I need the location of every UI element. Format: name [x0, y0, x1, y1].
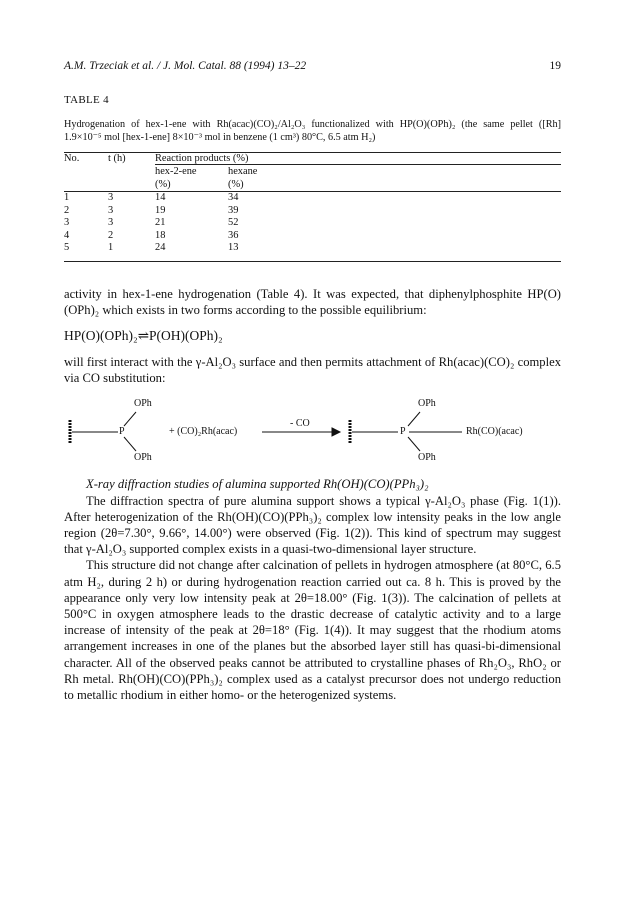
- subheader-hexane: hexane (%): [228, 165, 561, 192]
- table-label: TABLE 4: [64, 94, 109, 106]
- col-time-header: t (h): [108, 153, 155, 165]
- section-title: X-ray diffraction studies of alumina supported Rh(OH)(CO)(PPh₃)₂: [86, 477, 429, 492]
- table-row: 5 1 24 13: [64, 242, 239, 253]
- table-row: 2 3 19 39: [64, 204, 239, 216]
- oph-label: OPh: [134, 398, 152, 410]
- oph-label: OPh: [134, 452, 152, 464]
- arrow-label: - CO: [290, 418, 310, 430]
- bond-left-bottom: [124, 437, 136, 451]
- col-no-header: No.: [64, 153, 108, 165]
- reaction-scheme: [64, 394, 561, 470]
- results-table: [64, 152, 561, 262]
- bond-left-top: [124, 412, 136, 426]
- reagent-label: + (CO)₂Rh(acac): [169, 426, 238, 438]
- phosphorus-label: P: [119, 426, 125, 438]
- reaction-arrow-head: [332, 428, 340, 436]
- phosphorus-label: P: [400, 426, 406, 438]
- running-header: [64, 60, 561, 72]
- table-caption: Hydrogenation of hex-1-ene with Rh(acac)(CO)₂/Al₂O₃ functionalized with HP(O)(OPh)₂ (the same pellet ([Rh] 1.9×10⁻⁵ mol [hex-1-ene] 8×10⁻³ mol in benzene (1 cm³) 80°C, 6.5 atm H₂): [64, 119, 561, 143]
- paragraph-activity: activity in hex-1-ene hydrogenation (Table 4). It was expected, that diphenylphosphite HP(O)(OPh)₂ which exists in two forms according to the possible equilibrium:: [64, 286, 561, 317]
- oph-label: OPh: [418, 398, 436, 410]
- oph-label: OPh: [418, 452, 436, 464]
- table-row: 1 3 14 34: [64, 192, 561, 205]
- paragraph-diffraction: The diffraction spectra of pure alumina support shows a typical γ-Al₂O₃ phase (Fig. 1(1)). After heterogenization of the Rh(OH)(CO)(PPh₃)₂ complex low intensity peaks in the low angle region (2θ=7.30°, 9.66°, 14.00°) were observed (Fig. 1(2)). This kind of spectrum may suggest that γ-Al₂O₃ supported complex exists in a quasi-two-dimensional layer structure.: [64, 493, 561, 557]
- table-row: 4 2 18 36: [64, 229, 239, 241]
- product-label: Rh(CO)(acac): [466, 426, 523, 438]
- paragraph-interaction: will first interact with the γ-Al₂O₃ surface and then permits attachment of Rh(acac)(CO)₂ complex via CO substitution:: [64, 354, 561, 386]
- bond-right-bottom: [408, 437, 420, 451]
- bond-right-top: [408, 412, 420, 426]
- equilibrium-equation: HP(O)(OPh)₂⇌P(OH)(OPh)₂: [64, 327, 223, 343]
- running-title: A.M. Trzeciak et al. / J. Mol. Catal. 88 (1994) 13–22: [64, 60, 307, 72]
- page-number: 19: [549, 60, 561, 72]
- page: [64, 60, 561, 703]
- col-products-header: Reaction products (%): [155, 153, 561, 165]
- table-row: 3 3 21 52: [64, 217, 239, 228]
- subheader-hex2ene: hex-2-ene (%): [155, 165, 228, 192]
- paragraph-calcination: This structure did not change after calcination of pellets in hydrogen atmosphere (at 80°C, 6.5 atm H₂, during 2 h) or during hydrogenation reaction carried out ca. 8 h. This is proved by the appearance only very low intensity peak at 2θ=18.00° (Fig. 1(3)). The calcination of pellets at 500°C in oxygen atmosphere leads to the drastic decrease of catalytic activity and to a large increase of intensity of the peak at 2θ=18° (Fig. 1(4)). It may suggest that the rhodium atoms arrangement increases in one of the planes but the absorbed layer still has quasi-bi-dimensional character. All of the observed peaks cannot be attributed to crystalline phases of Rh₂O₃, RhO₂ or Rh metal. Rh(OH)(CO)(PPh₃)₂ complex used as a catalyst precursor does not undergo reduction to metallic rhodium in either homo- or the heterogenized systems.: [64, 558, 561, 702]
